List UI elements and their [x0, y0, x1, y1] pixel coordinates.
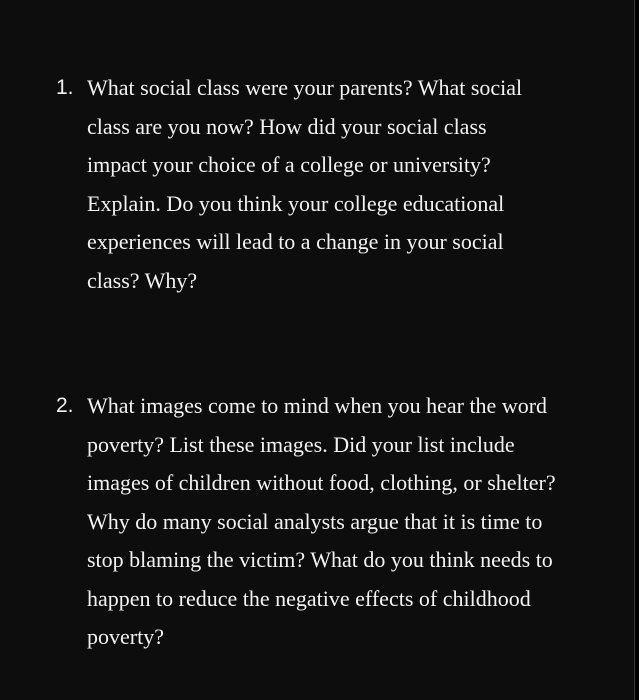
question-line: happen to reduce the negative effects of childhood: [87, 585, 531, 611]
question-line: impact your choice of a college or university?: [87, 152, 491, 177]
question-text: [87, 69, 617, 300]
question-line: Why do many social analysts argue that it is time to: [87, 508, 543, 534]
question-line: poverty? List these images. Did your list include: [87, 431, 515, 457]
question-line: What social class were your parents? What social: [87, 75, 523, 100]
question-line: Explain. Do you think your college educational: [87, 190, 505, 216]
question-text: [87, 387, 617, 657]
question-line: class are you now? How did your social class: [87, 113, 487, 139]
question-line: stop blaming the victim? What do you think needs to: [87, 547, 553, 572]
question-line: experiences will lead to a change in your social: [87, 229, 504, 254]
question-line: What images come to mind when you hear the word: [87, 393, 548, 418]
question-line: images of children without food, clothing, or shelter?: [87, 470, 556, 495]
question-number: 1.: [56, 76, 74, 99]
question-line: class? Why?: [87, 267, 198, 293]
question-line: poverty?: [87, 624, 164, 649]
question-number: 2.: [56, 394, 74, 417]
